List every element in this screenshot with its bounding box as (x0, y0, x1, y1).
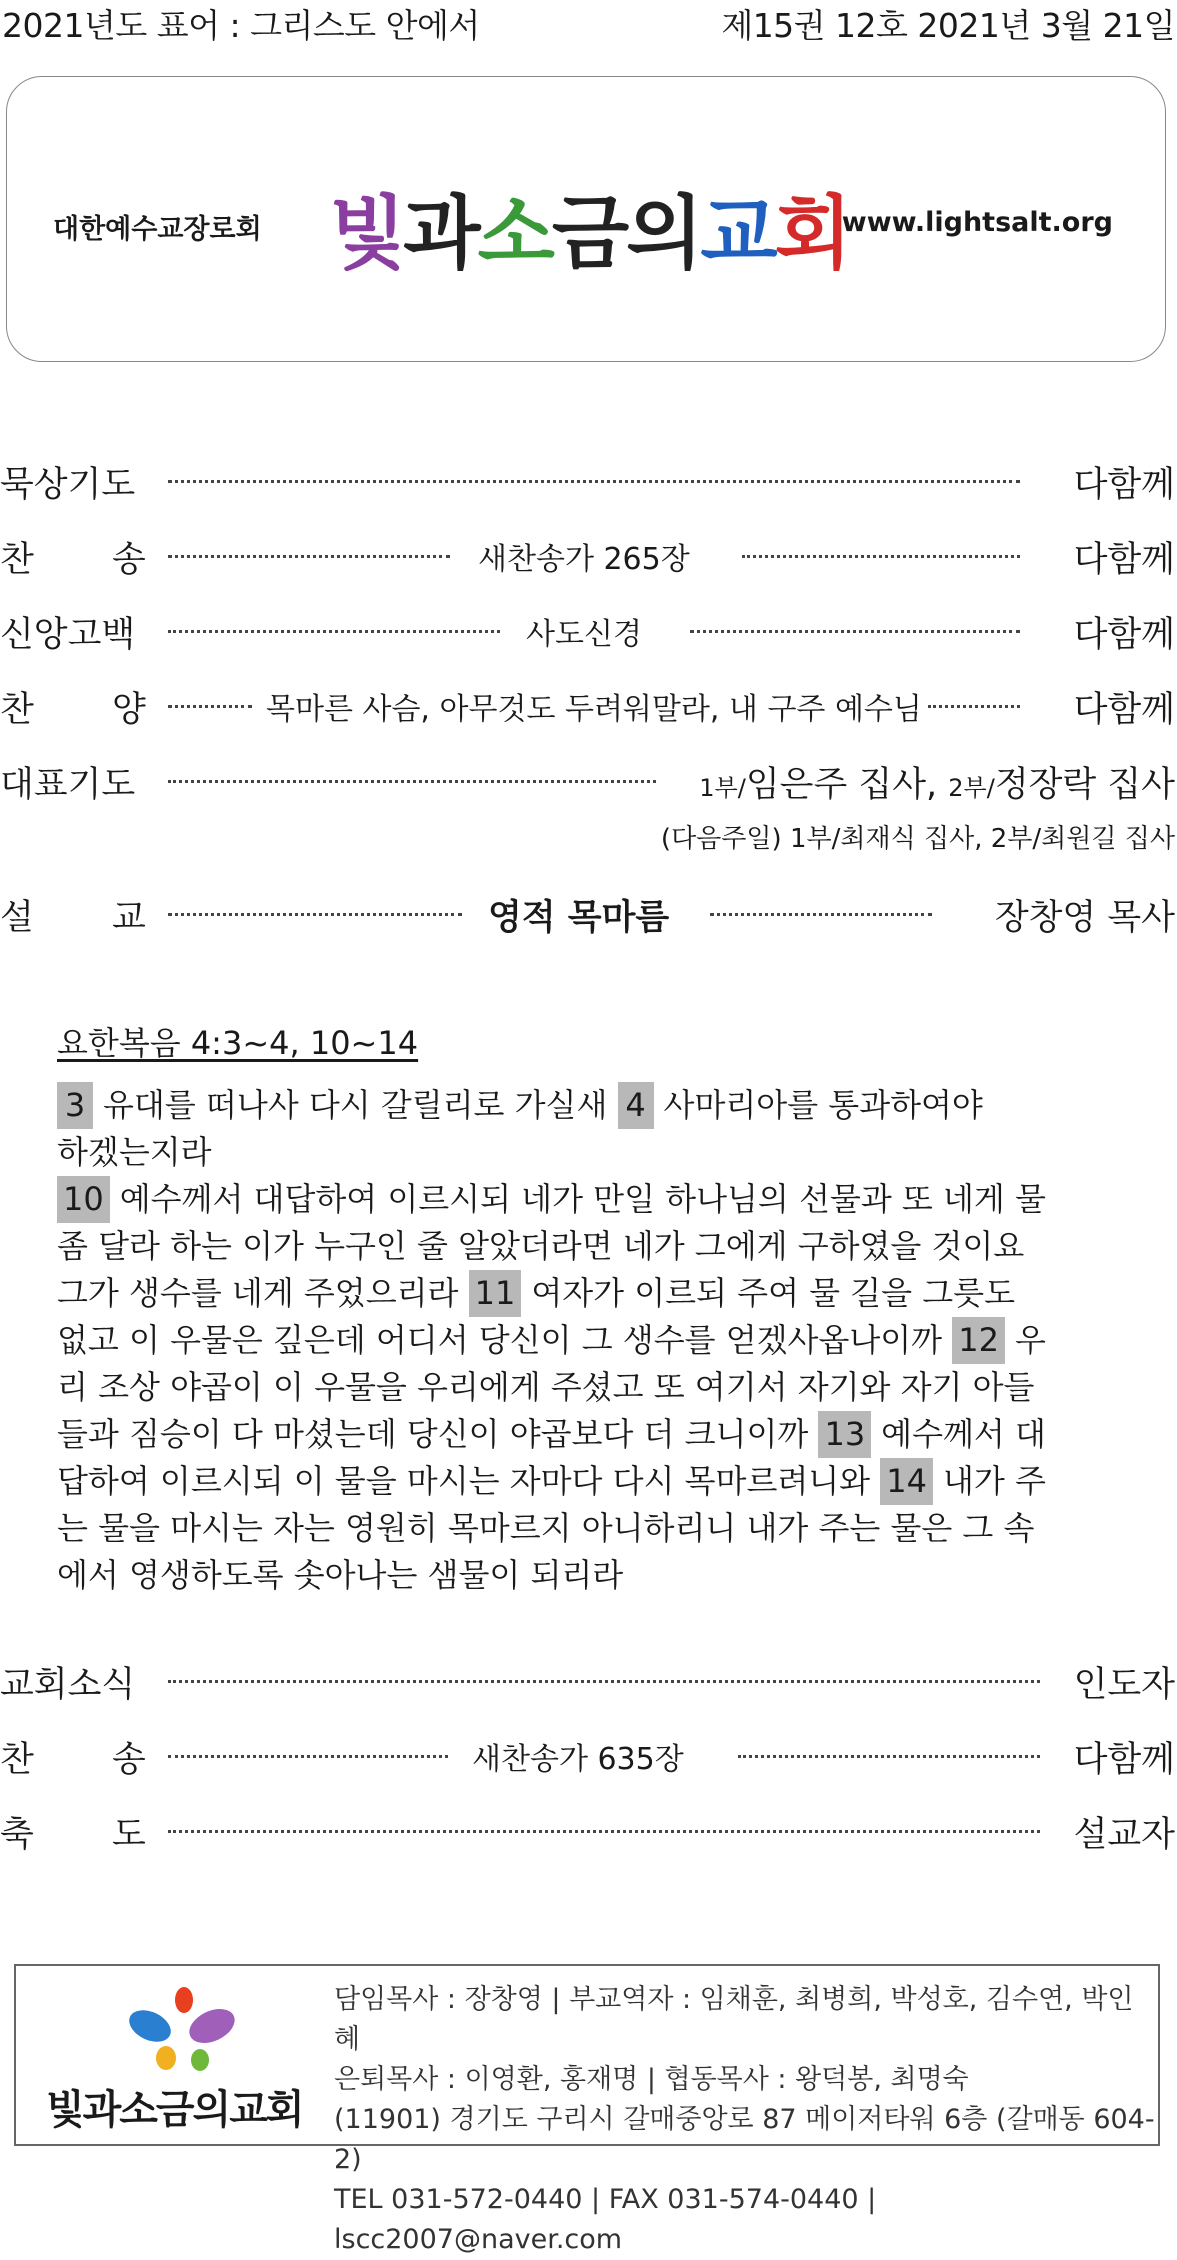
dot-leader (710, 903, 932, 916)
church-logo (329, 169, 849, 284)
verse-number: 12 (952, 1317, 1005, 1364)
dot-leader (690, 620, 1020, 633)
scripture-text (57, 1082, 1137, 1599)
verse-number: 4 (618, 1082, 654, 1129)
verse-text: 는 물을 마시는 자는 영원히 목마르지 아니하리니 내가 주는 물은 그 속 (57, 1509, 1035, 1547)
dot-leader (168, 470, 1020, 483)
next-week-prayer-note: (다음주일) 1부/최재식 집사, 2부/최원길 집사 (660, 824, 1175, 854)
verse-text: 좀 달라 하는 이가 누구인 줄 알았더라면 네가 그에게 구하였을 것이요 (57, 1227, 1025, 1265)
dot-leader (168, 903, 462, 916)
verse-text: 에서 영생하도록 솟아나는 샘물이 되리라 (57, 1556, 624, 1594)
order-silent-prayer (0, 460, 1177, 510)
dot-leader (928, 695, 1020, 708)
logo-char: 과 (403, 187, 478, 280)
verse-number: 3 (57, 1082, 93, 1129)
verse-text: 유대를 떠나사 다시 갈릴리로 가실새 (103, 1086, 618, 1124)
website-url[interactable]: www.lightsalt.org (841, 207, 1113, 238)
footer-address: (11901) 경기도 구리시 갈매중앙로 87 메이저타워 6층 (갈매동 604-2) (334, 2104, 1155, 2175)
verse-text: 들과 짐승이 다 마셨는데 당신이 야곱보다 더 크니이까 (57, 1415, 819, 1453)
order-leader: 다함께 (1073, 615, 1175, 655)
logo-char: 금 (551, 187, 627, 280)
dot-leader (168, 1820, 1040, 1833)
order-label: 찬 (0, 540, 34, 580)
denomination-label: 대한예수교장로회 (53, 214, 262, 245)
verse-text: 하겠는지라 (57, 1133, 212, 1171)
creed-name: 사도신경 (526, 617, 642, 652)
order-leader: 다함께 (1073, 690, 1175, 730)
scripture-line (57, 1505, 1137, 1552)
order-label: 설 (0, 898, 34, 938)
order-hymn (0, 535, 1177, 585)
scripture-line (57, 1082, 1137, 1129)
order-leader: 다함께 (1073, 1740, 1175, 1780)
logo-char: 교 (700, 187, 775, 280)
verse-text: 답하여 이르시되 이 물을 마시는 자마다 다시 목마르려니와 (57, 1462, 881, 1500)
scripture-line (57, 1223, 1137, 1270)
order-leader: 인도자 (1073, 1665, 1175, 1705)
verse-text: 내가 주 (942, 1462, 1046, 1500)
footer-info (334, 1980, 1158, 2260)
issue-date: 제15권 12호 2021년 3월 21일 (721, 6, 1175, 45)
verse-text: 예수께서 대답하여 이르시되 네가 만일 하나님의 선물과 또 네게 물 (119, 1180, 1046, 1218)
order-representative-prayer (0, 760, 1177, 810)
dot-leader (168, 1745, 448, 1758)
verse-text: 우 (1014, 1321, 1046, 1359)
order-creed (0, 610, 1177, 660)
footer-church-name: 빛과소금의교회 (46, 2087, 303, 2133)
order-label: 축 (0, 1815, 34, 1855)
scripture-line (57, 1552, 1137, 1599)
order-label-2: 송 (112, 1740, 146, 1780)
scripture-line (57, 1458, 1137, 1505)
order-label: 교회소식 (0, 1665, 136, 1705)
church-info-footer (14, 1964, 1160, 2255)
order-label-2: 양 (112, 690, 146, 730)
logo-char: 소 (477, 187, 552, 280)
order-label: 대표기도 (0, 765, 136, 805)
hymn-number: 새찬송가 265장 (478, 542, 690, 577)
verse-text: 예수께서 대 (881, 1415, 1046, 1453)
order-leader: 다함께 (1073, 540, 1175, 580)
dot-leader (168, 695, 252, 708)
sermon-title: 영적 목마름 (488, 898, 670, 938)
scripture-reference: 요한복음 4:3~4, 10~14 (57, 1024, 419, 1062)
order-praise (0, 685, 1177, 735)
order-label: 신앙고백 (0, 615, 136, 655)
order-label: 찬 (0, 1740, 34, 1780)
footer-pastors: 담임목사 : 장창영 | 부교역자 : 임채훈, 최병희, 박성호, 김수연, 박인혜 (334, 1984, 1134, 2055)
verse-text: 없고 이 우물은 깊은데 어디서 당신이 그 생수를 얻겠사옵나이까 (57, 1321, 953, 1359)
church-banner (6, 76, 1166, 362)
dot-leader (168, 545, 450, 558)
dot-leader (742, 545, 1020, 558)
dot-leader (738, 1745, 1040, 1758)
bulletin-header (0, 0, 1177, 45)
logo-char: 회 (774, 187, 849, 280)
order-sermon (0, 893, 1177, 943)
order-label-2: 도 (112, 1815, 146, 1855)
dot-leader (168, 770, 656, 783)
order-label-2: 송 (112, 540, 146, 580)
scripture-line (57, 1411, 1137, 1458)
order-label: 묵상기도 (0, 465, 136, 505)
verse-text: 여자가 이르되 주여 물 길을 그릇도 (531, 1274, 1015, 1312)
order-leader: 다함께 (1073, 465, 1175, 505)
footer-retired-pastors: 은퇴목사 : 이영환, 홍재명 | 협동목사 : 왕덕봉, 최명숙 (334, 2064, 969, 2095)
verse-number: 14 (880, 1458, 933, 1505)
logo-char: 빛 (329, 187, 404, 280)
order-leader: 설교자 (1073, 1815, 1175, 1855)
order-label-2: 교 (112, 898, 146, 938)
scripture-line (57, 1176, 1137, 1223)
verse-text: 리 조상 야곱이 이 우물을 우리에게 주셨고 또 여기서 자기와 자기 아들 (57, 1368, 1035, 1406)
scripture-line (57, 1317, 1137, 1364)
verse-text: 사마리아를 통과하여야 (663, 1086, 983, 1124)
dot-leader (168, 620, 500, 633)
scripture-line (57, 1364, 1137, 1411)
order-closing-hymn (0, 1735, 1177, 1785)
year-motto: 2021년도 표어 : 그리스도 안에서 (2, 6, 480, 45)
hymn-number: 새찬송가 635장 (472, 1742, 684, 1777)
logo-char: 의 (626, 187, 701, 280)
scripture-line (57, 1270, 1137, 1317)
order-benediction (0, 1810, 1177, 1860)
footer-contact: TEL 031-572-0440 | FAX 031-574-0440 | lscc2007@naver.com (334, 2184, 877, 2255)
preacher-name: 장창영 목사 (994, 898, 1175, 938)
scripture-line (57, 1129, 1137, 1176)
verse-number: 11 (469, 1270, 522, 1317)
praise-songs: 목마른 사슴, 아무것도 두려워말라, 내 구주 예수님 (266, 692, 922, 727)
verse-number: 10 (57, 1176, 110, 1223)
order-label: 찬 (0, 690, 34, 730)
verse-number: 13 (818, 1411, 871, 1458)
verse-text: 그가 생수를 네게 주었으리라 (57, 1274, 469, 1312)
prayer-leaders: 1부/임은주 집사, 2부/정장락 집사 (699, 765, 1175, 805)
order-announcements (0, 1660, 1177, 1710)
dot-leader (168, 1670, 1040, 1683)
